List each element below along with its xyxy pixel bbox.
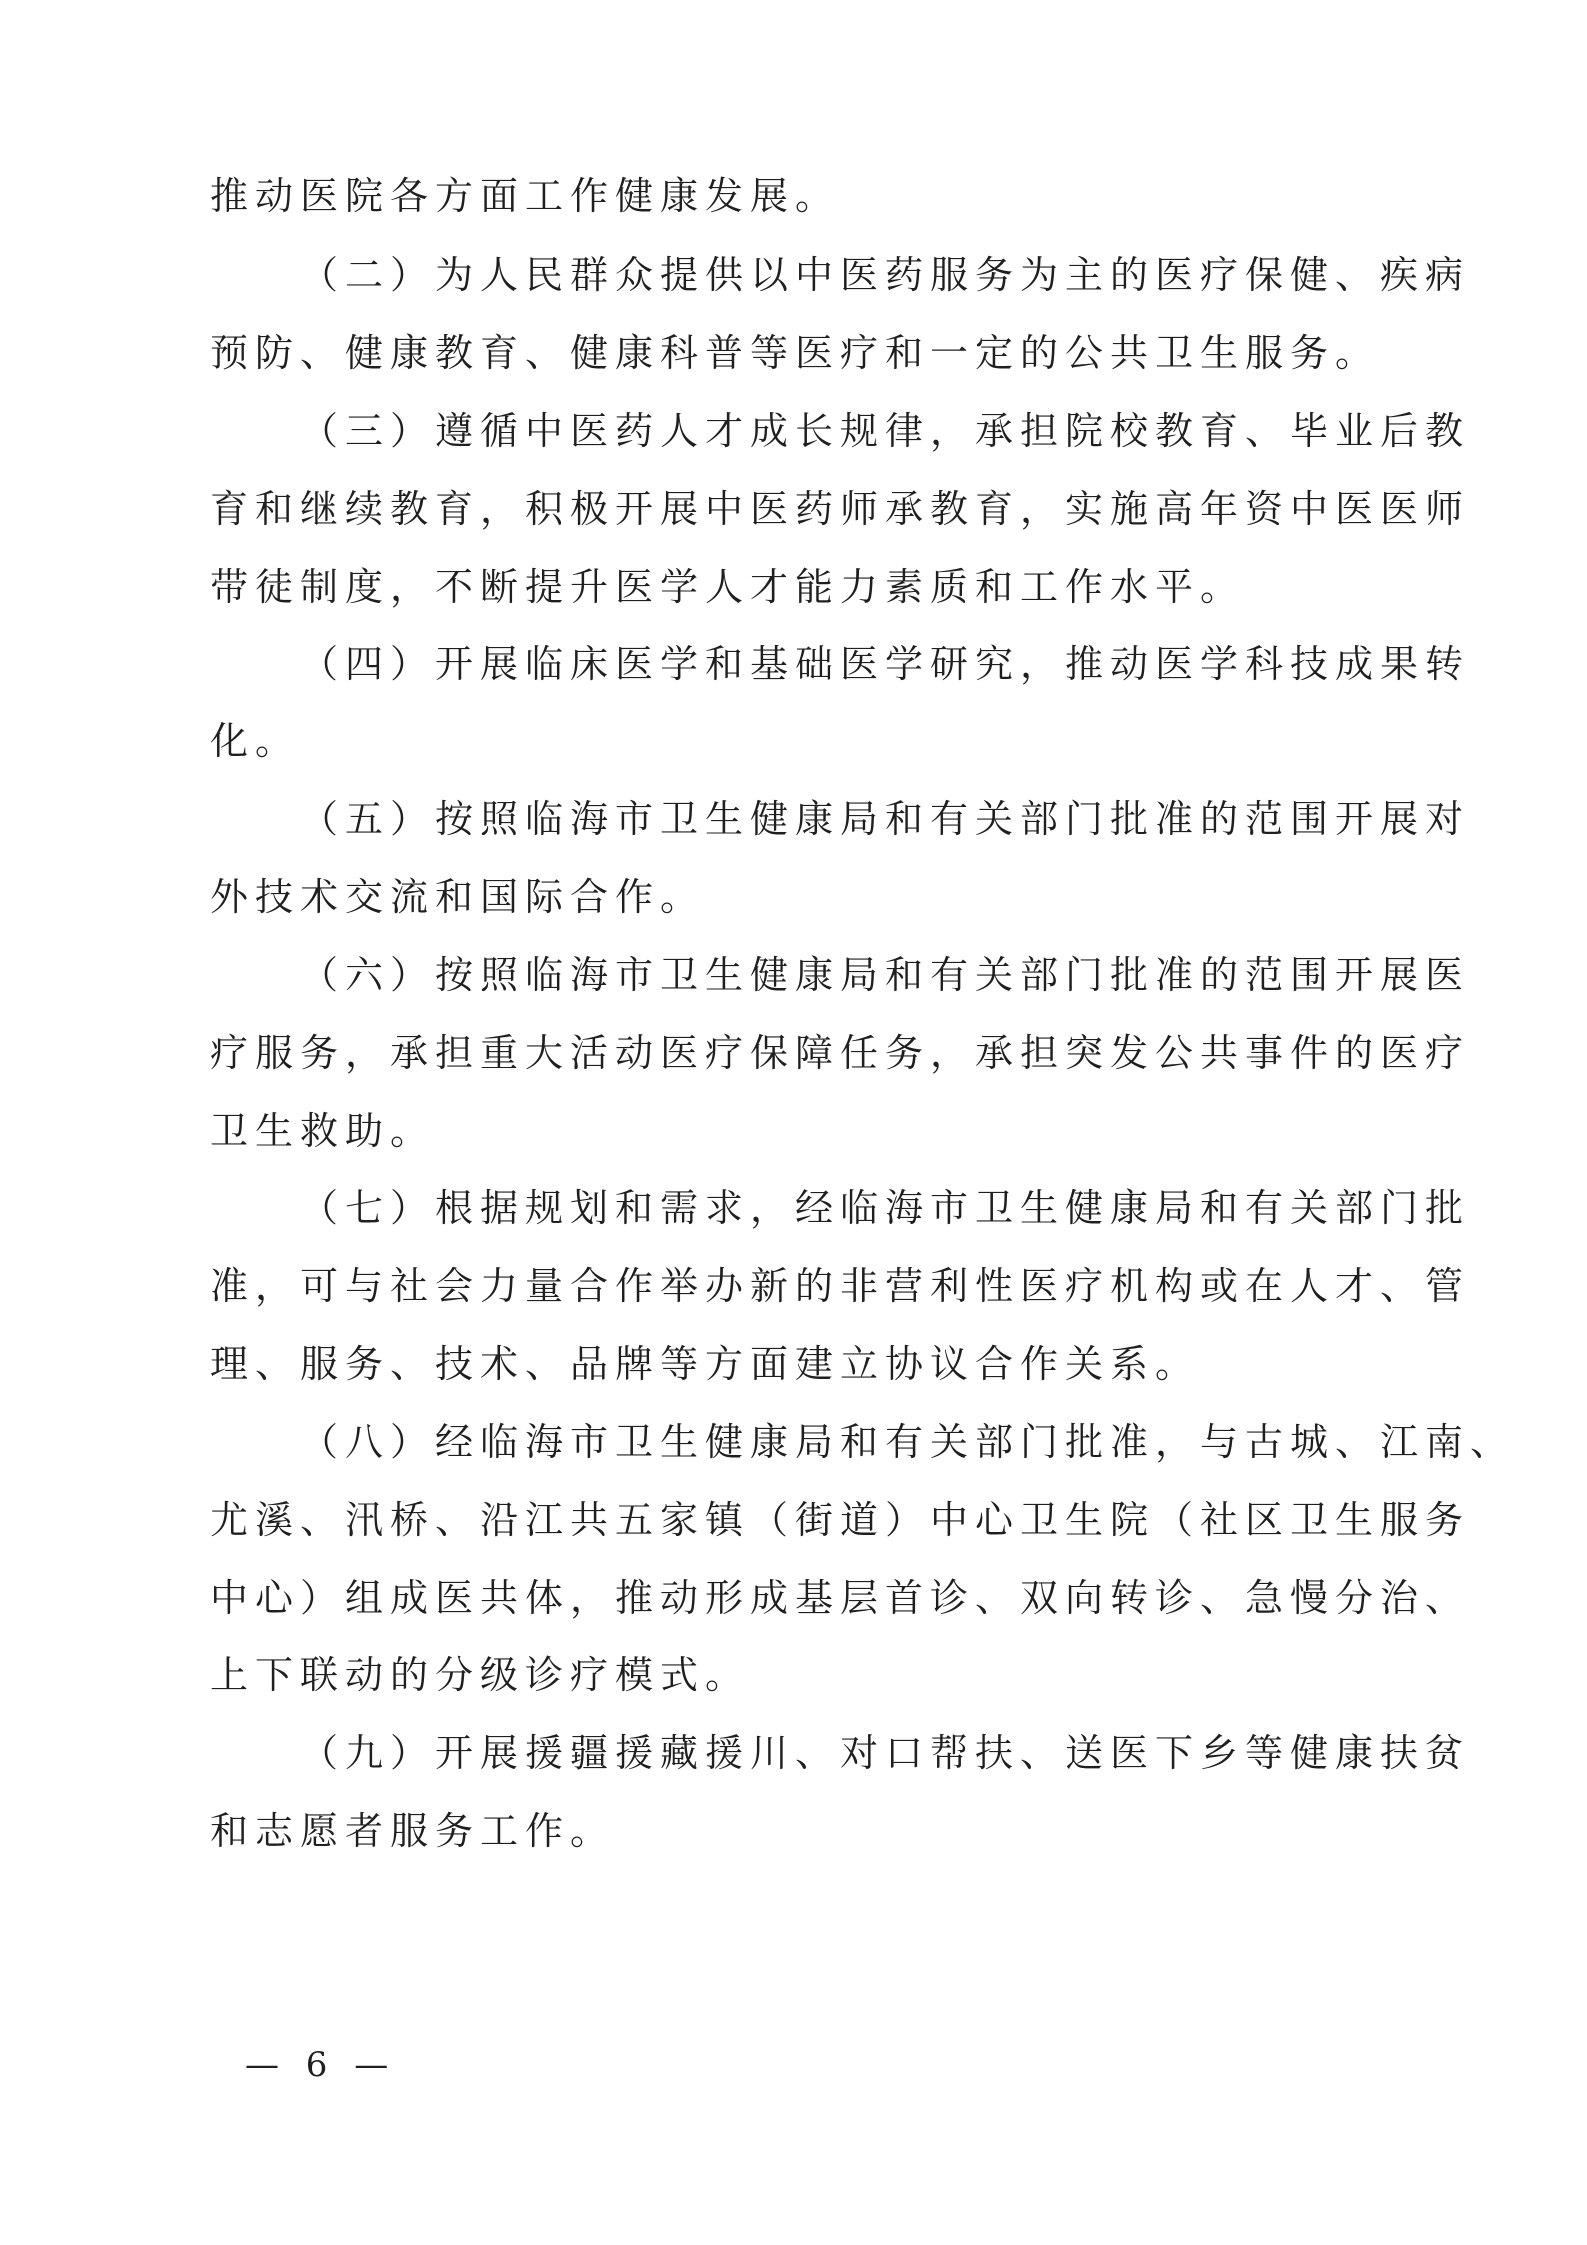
- paragraph-2-line-1: （二）为人民群众提供以中医药服务为主的医疗保健、疾病: [300, 253, 1471, 297]
- page-number: — 6 —: [245, 2045, 397, 2085]
- paragraph-4-line-1: （四）开展临床医学和基础医学研究，推动医学科技成果转: [300, 642, 1471, 686]
- paragraph-5-line-1: （五）按照临海市卫生健康局和有关部门批准的范围开展对: [300, 797, 1471, 841]
- paragraph-6-line-2: 疗服务，承担重大活动医疗保障任务，承担突发公共事件的医疗: [210, 1031, 1471, 1075]
- paragraph-7-line-1: （七）根据规划和需求，经临海市卫生健康局和有关部门批: [300, 1186, 1471, 1230]
- paragraph-7-line-2: 准，可与社会力量合作举办新的非营利性医疗机构或在人才、管: [210, 1264, 1471, 1308]
- paragraph-3-line-3: 带徒制度，不断提升医学人才能力素质和工作水平。: [210, 565, 1246, 609]
- paragraph-8-line-2: 尤溪、汛桥、沿江共五家镇（街道）中心卫生院（社区卫生服务: [210, 1498, 1471, 1542]
- paragraph-1-line-1: 推动医院各方面工作健康发展。: [210, 174, 841, 218]
- paragraph-3-line-1: （三）遵循中医药人才成长规律，承担院校教育、毕业后教: [300, 409, 1471, 453]
- paragraph-7-line-3: 理、服务、技术、品牌等方面建立协议合作关系。: [210, 1342, 1201, 1386]
- paragraph-9-line-1: （九）开展援疆援藏援川、对口帮扶、送医下乡等健康扶贫: [300, 1731, 1471, 1775]
- paragraph-3-line-2: 育和继续教育，积极开展中医药师承教育，实施高年资中医医师: [210, 487, 1471, 531]
- paragraph-5-line-2: 外技术交流和国际合作。: [210, 875, 706, 919]
- paragraph-8-line-3: 中心）组成医共体，推动形成基层首诊、双向转诊、急慢分治、: [210, 1576, 1471, 1620]
- paragraph-6-line-3: 卫生救助。: [210, 1109, 436, 1153]
- paragraph-9-line-2: 和志愿者服务工作。: [210, 1809, 616, 1853]
- paragraph-4-line-2: 化。: [210, 719, 301, 763]
- paragraph-8-line-4: 上下联动的分级诊疗模式。: [210, 1653, 751, 1697]
- paragraph-8-line-1: （八）经临海市卫生健康局和有关部门批准，与古城、江南、: [300, 1420, 1516, 1464]
- paragraph-2-line-2: 预防、健康教育、健康科普等医疗和一定的公共卫生服务。: [210, 331, 1381, 375]
- paragraph-6-line-1: （六）按照临海市卫生健康局和有关部门批准的范围开展医: [300, 953, 1471, 997]
